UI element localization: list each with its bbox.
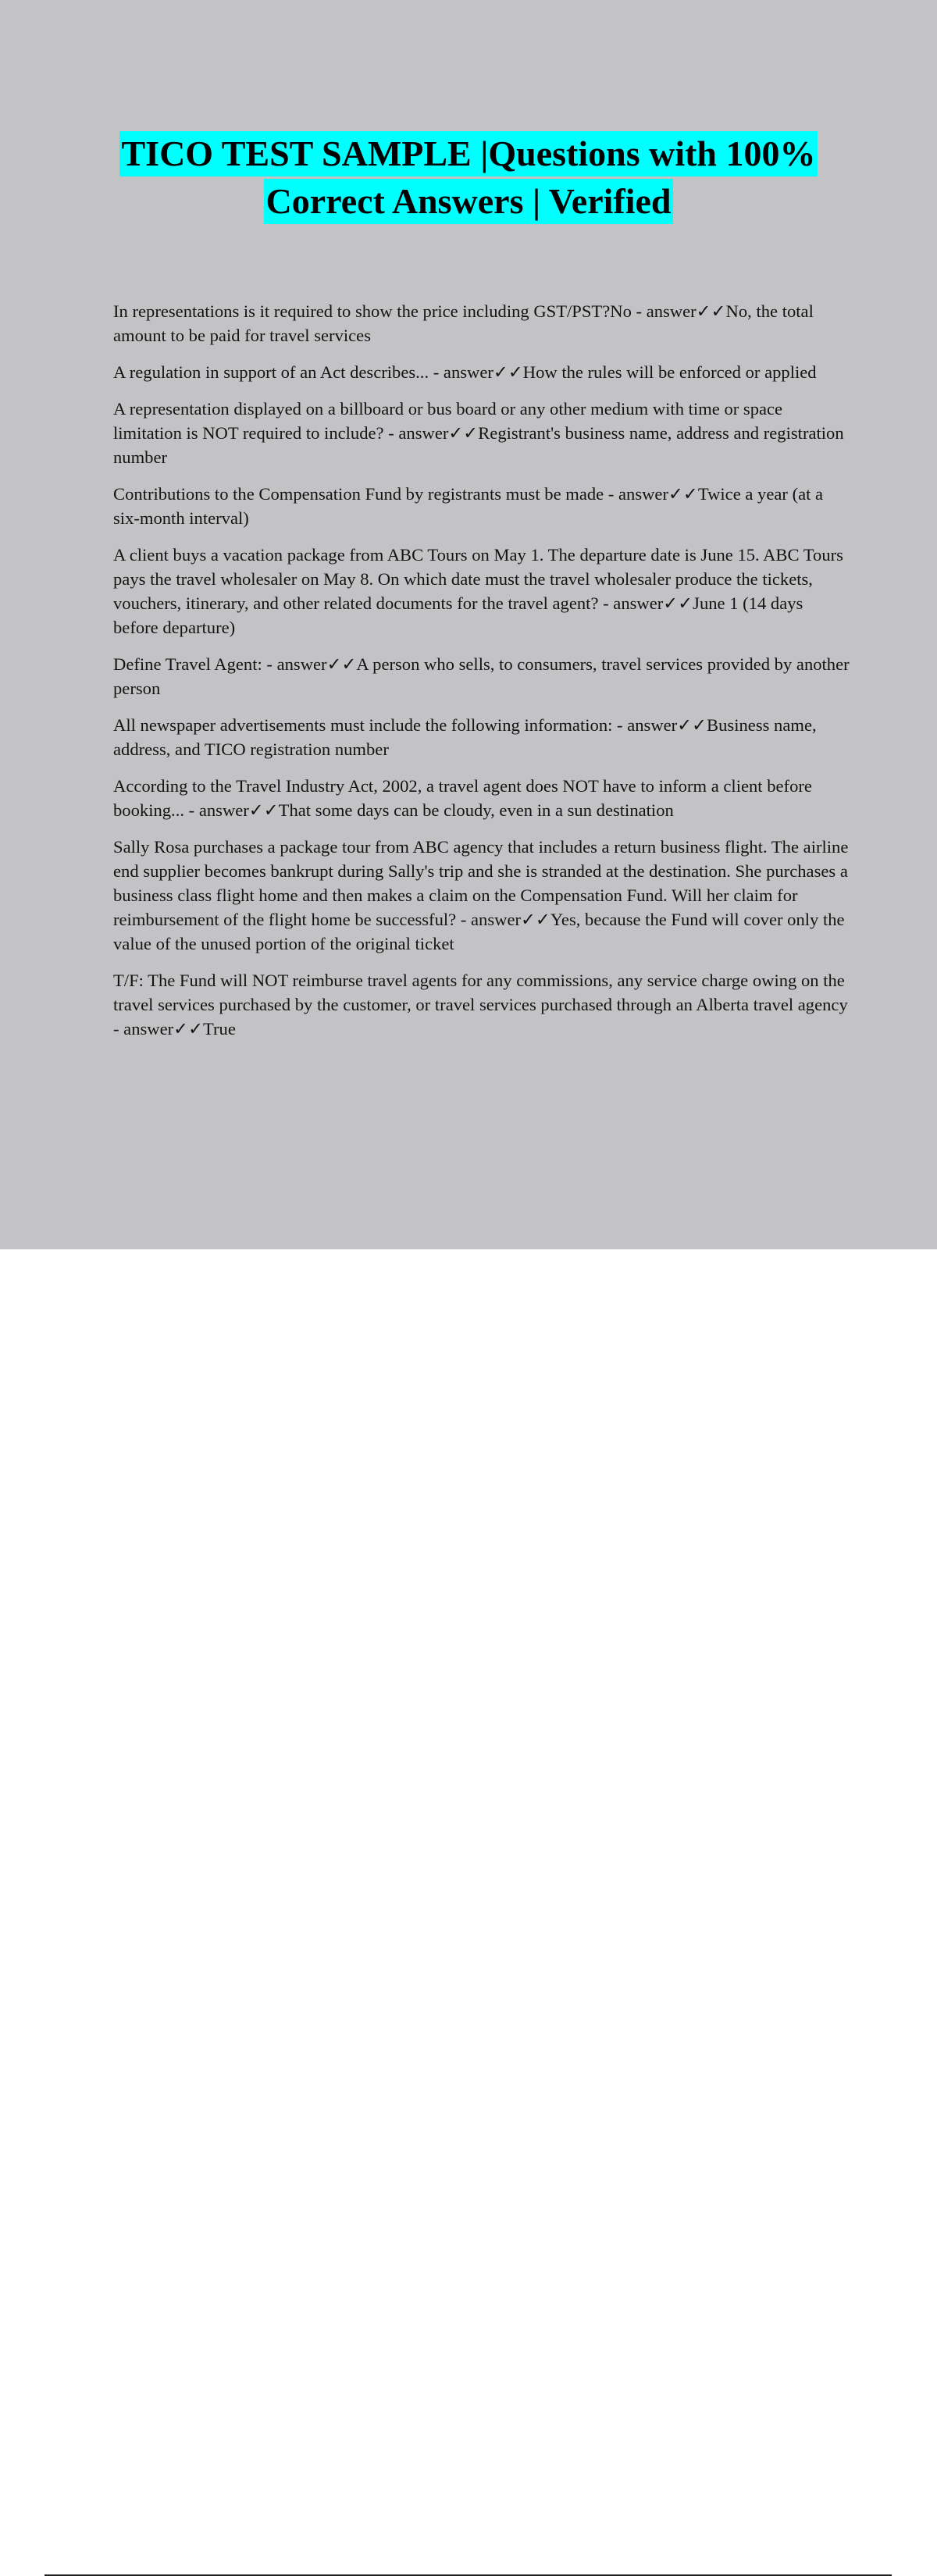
document-page — [0, 0, 937, 1249]
qa-item-3: A representation displayed on a billboard or bus board or any other medium with time or space limitation is NOT required to include? - answer✓✓Registrant's business name, address and registration number — [113, 399, 844, 467]
title-text-2: Correct Answers | Verified — [264, 179, 672, 224]
document-title — [0, 131, 937, 226]
qa-item-4: Contributions to the Compensation Fund by registrants must be made - answer✓✓Twice a year (at a six-month interval) — [113, 484, 824, 528]
qa-item-9: Sally Rosa purchases a package tour from ABC agency that includes a return business flight. The airline end supplier becomes bankrupt during Sally's trip and she is stranded at the destination. She purchases a business class flight home and then makes a claim on the Compensation Fund. Will her claim for reimbursement of the flight home be successful? - answer✓✓Yes, because the Fund will cover only the value of the unused portion of the original ticket — [113, 837, 849, 953]
title-line-1 — [0, 131, 937, 179]
qa-item-7: All newspaper advertisements must include the following information: - answer✓✓Business name, address, and TICO registration number — [113, 715, 817, 759]
qa-item-5: A client buys a vacation package from ABC Tours on May 1. The departure date is June 15. ABC Tours pays the travel wholesaler on May 8. On which date must the travel wholesaler produce the tickets, vouchers, itinerary, and other related documents for the travel agent? - answer✓✓June 1 (14 days before departure) — [113, 545, 843, 637]
qa-item-2: A regulation in support of an Act describes... - answer✓✓How the rules will be enforced or applied — [113, 362, 817, 382]
question-answer-list — [113, 299, 851, 1053]
qa-item-1: In representations is it required to show the price including GST/PST?No - answer✓✓No, the total amount to be paid for travel services — [113, 301, 814, 345]
title-line-2 — [0, 179, 937, 226]
page-footer — [0, 1249, 937, 1327]
qa-item-10: T/F: The Fund will NOT reimburse travel agents for any commissions, any service charge owing on the travel services purchased by the customer, or travel services purchased through an Alberta travel agency - answer✓✓True — [113, 971, 848, 1039]
qa-item-8: According to the Travel Industry Act, 2002, a travel agent does NOT have to inform a client before booking... - answer✓✓That some days can be cloudy, even in a sun destination — [113, 776, 812, 820]
title-text-1: TICO TEST SAMPLE |Questions with 100% — [119, 131, 817, 176]
qa-item-6: Define Travel Agent: - answer✓✓A person who sells, to consumers, travel services provided by another person — [113, 654, 850, 698]
